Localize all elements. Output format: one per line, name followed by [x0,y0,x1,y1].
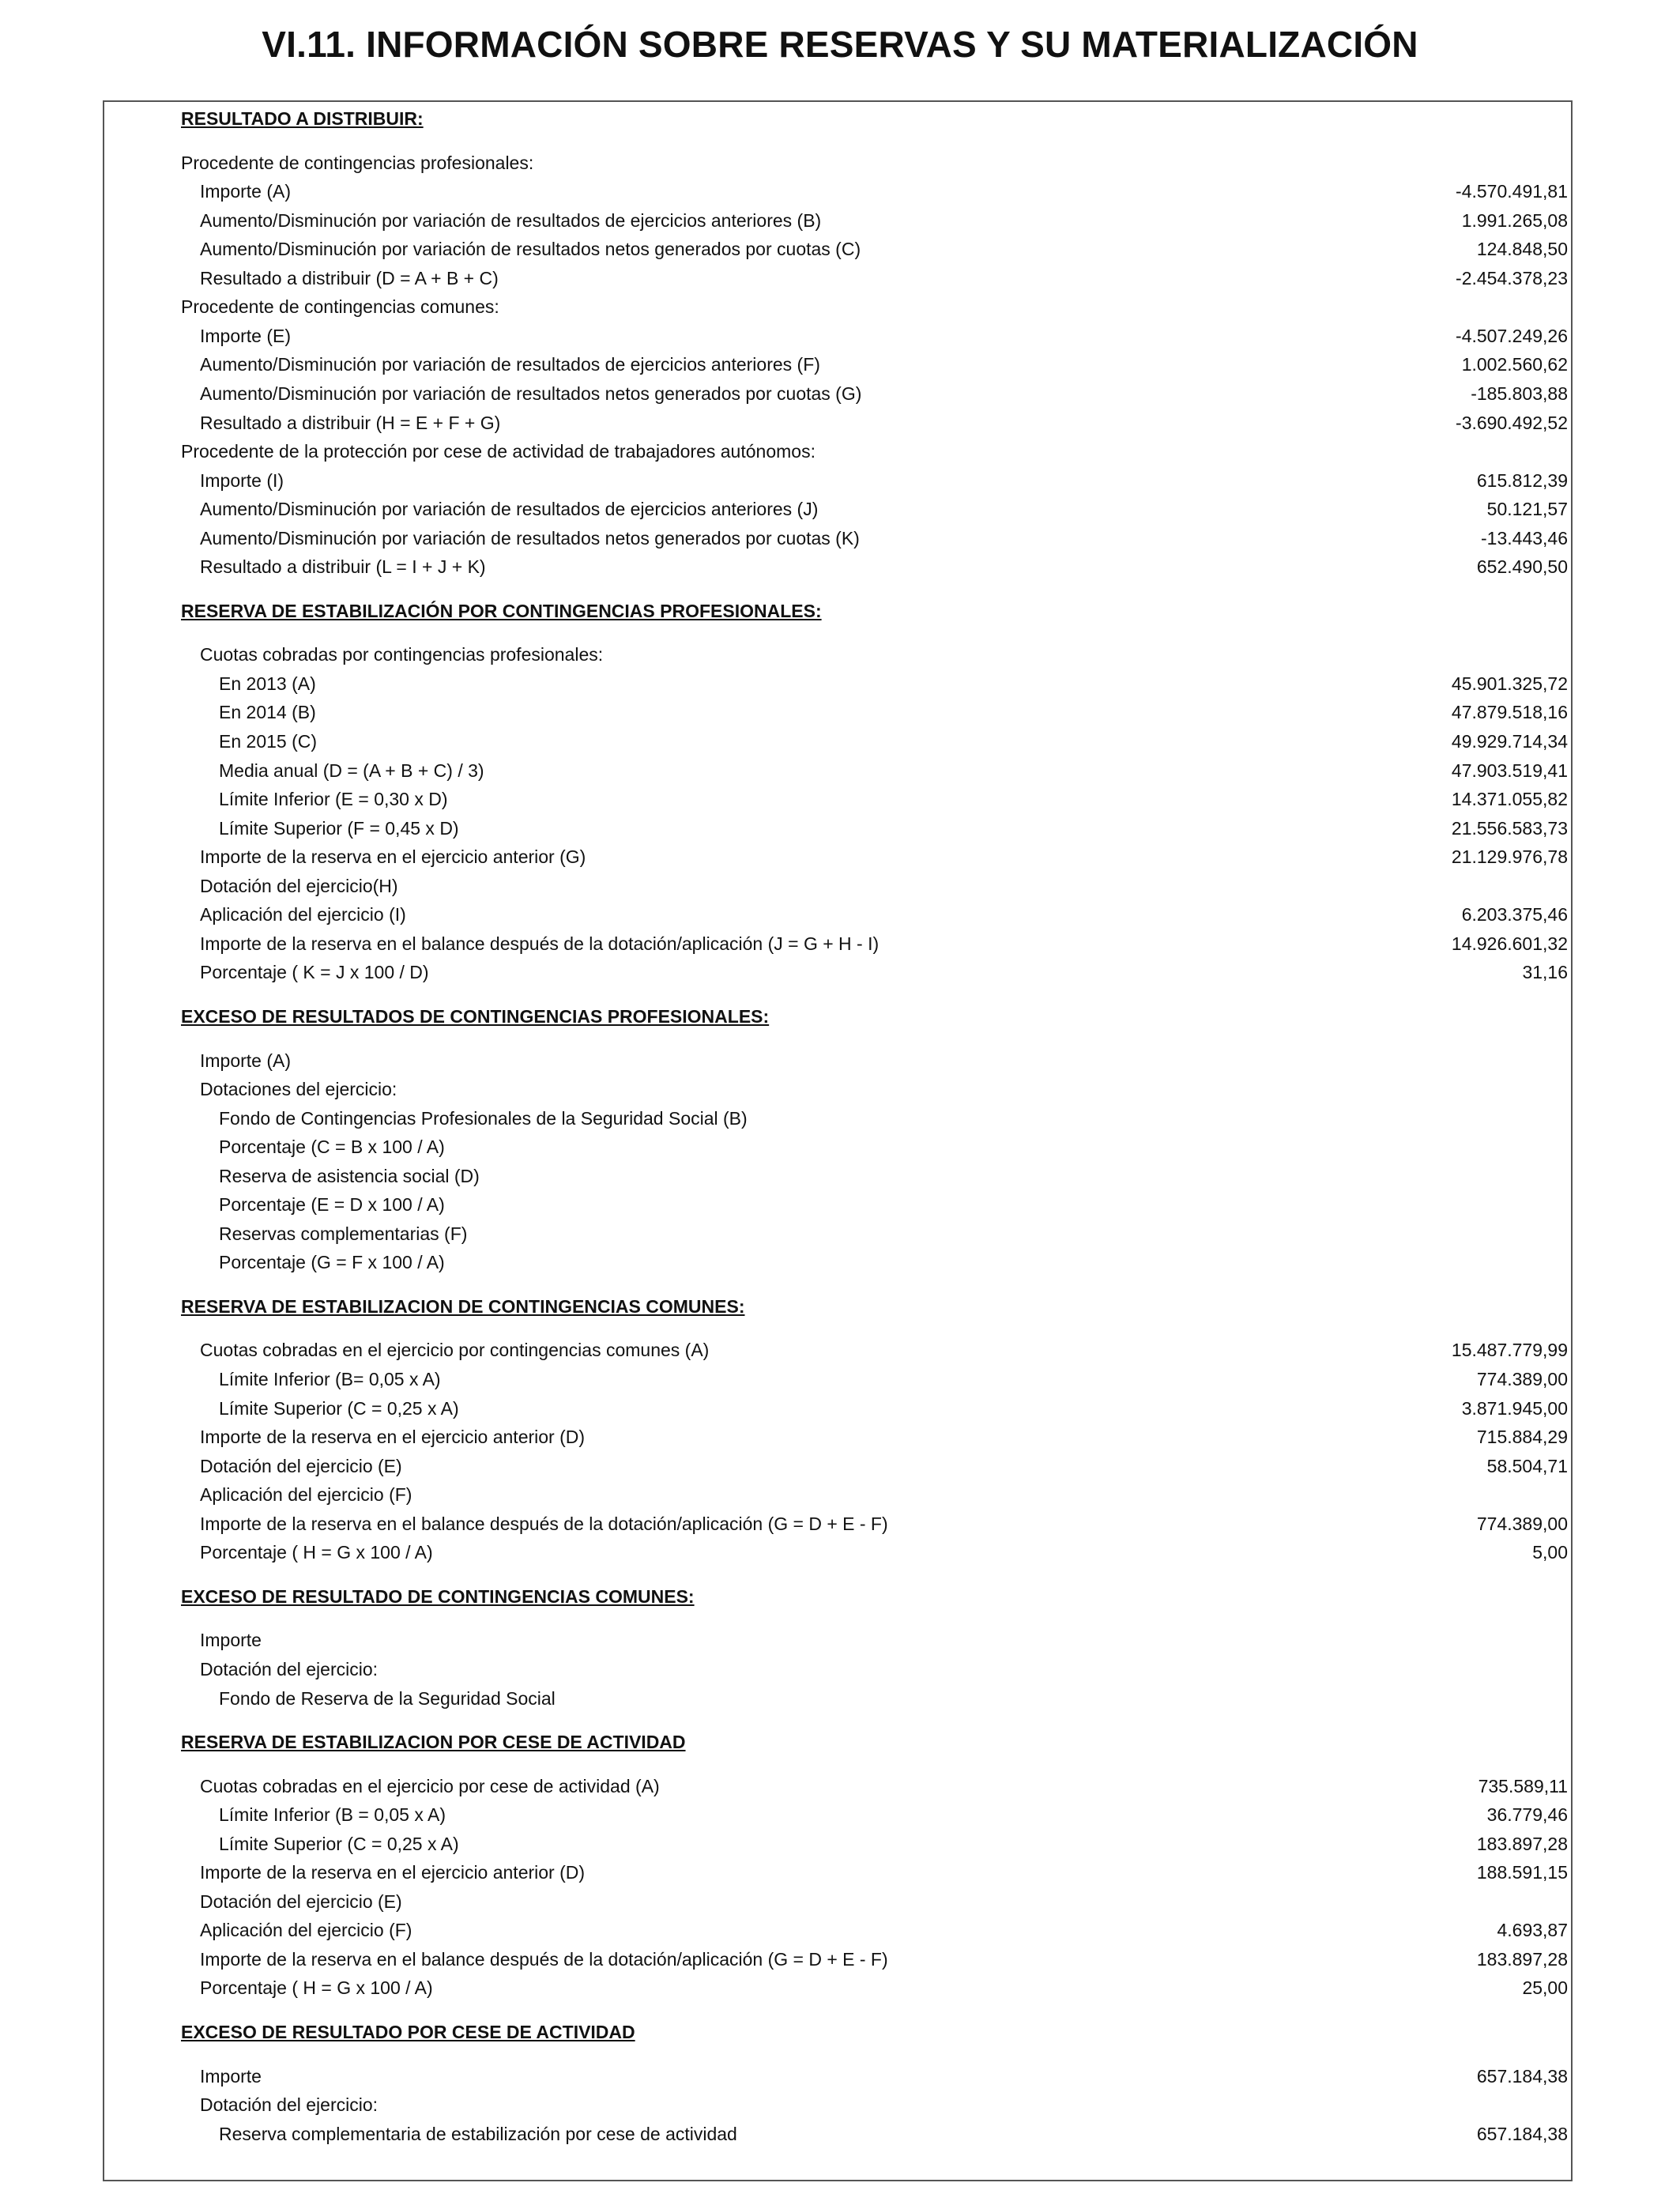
row-label: Resultado a distribuir (D = A + B + C) [200,267,499,288]
table-row [0,1916,1680,1944]
row-value: 188.591,15 [1476,1862,1568,1883]
section-title: RESERVA DE ESTABILIZACION POR CESE DE ACTIVIDAD [181,1732,686,1753]
row-value: 47.903.519,41 [1451,760,1568,781]
table-row [0,1162,1680,1190]
row-label: Importe [200,2065,262,2087]
table-row [0,1973,1680,2002]
row-label: Límite Inferior (E = 0,30 x D) [219,789,448,810]
section-header [0,1292,1680,1321]
row-value: -4.570.491,81 [1456,181,1568,202]
table-row [0,1133,1680,1161]
row-value: 47.879.518,16 [1451,702,1568,723]
row-value: 774.389,00 [1476,1369,1568,1389]
row-label: Porcentaje (C = B x 100 / A) [219,1137,445,1158]
table-row [0,1538,1680,1566]
table-row [0,1945,1680,1973]
row-label: Aumento/Disminución por variación de resultados de ejercicios anteriores (J) [200,499,819,520]
section-title: EXCESO DE RESULTADO POR CESE DE ACTIVIDAD [181,2022,635,2042]
section-title: EXCESO DE RESULTADO DE CONTINGENCIAS COMUNES: [181,1585,695,1607]
table-row [0,235,1680,263]
table-row [0,437,1680,466]
table-row [0,1858,1680,1887]
table-row [0,1452,1680,1480]
row-value: 36.779,46 [1486,1804,1568,1826]
section-header [0,597,1680,625]
row-value: 58.504,71 [1486,1455,1568,1476]
row-label: Aplicación del ejercicio (I) [200,904,406,925]
row-label: En 2013 (A) [219,673,316,694]
table-row [0,1046,1680,1075]
row-value: 657.184,38 [1476,2123,1568,2144]
table-row [0,292,1680,321]
row-value: 715.884,29 [1476,1427,1568,1448]
row-value: -3.690.492,52 [1456,412,1568,433]
row-label: Importe de la reserva en el ejercicio anterior (D) [200,1862,586,1883]
table-row [0,2120,1680,2148]
row-value: 5,00 [1532,1542,1568,1563]
row-label: Fondo de Reserva de la Seguridad Social [219,1687,556,1709]
row-value: 15.487.779,99 [1451,1340,1568,1361]
row-label: Procedente de contingencias profesionales: [181,152,534,173]
row-value: 3.871.945,00 [1461,1397,1568,1419]
row-label: Porcentaje ( H = G x 100 / A) [200,1977,433,1999]
table-row [0,1887,1680,1916]
table-row [0,1510,1680,1538]
row-label: Importe (I) [200,469,284,491]
table-row [0,1104,1680,1133]
row-label: Importe de la reserva en el ejercicio anterior (G) [200,846,586,868]
row-label: Límite Superior (C = 0,25 x A) [219,1397,459,1419]
row-value: 1.991.265,08 [1461,209,1568,231]
row-value: 21.129.976,78 [1451,846,1568,868]
row-value: 14.371.055,82 [1451,789,1568,810]
table-row [0,206,1680,235]
table-row [0,669,1680,698]
row-label: Límite Inferior (B = 0,05 x A) [219,1804,446,1826]
row-label: Resultado a distribuir (L = I + J + K) [200,556,486,578]
row-label: Porcentaje ( K = J x 100 / D) [200,962,429,983]
row-label: Aumento/Disminución por variación de resultados netos generados por cuotas (G) [200,383,862,404]
table-row [0,1830,1680,1858]
row-value: 25,00 [1522,1977,1568,1999]
row-value: 4.693,87 [1497,1920,1568,1941]
table-row [0,1365,1680,1393]
table-row [0,698,1680,726]
row-label: Porcentaje ( H = G x 100 / A) [200,1542,433,1563]
table-row [0,1800,1680,1829]
section-title: RESULTADO A DISTRIBUIR: [181,108,424,129]
row-value: 45.901.325,72 [1451,673,1568,694]
row-value: 652.490,50 [1476,556,1568,578]
row-label: Aumento/Disminución por variación de resultados netos generados por cuotas (K) [200,527,860,548]
row-value: -4.507.249,26 [1456,325,1568,346]
row-label: Procedente de la protección por cese de actividad de trabajadores autónomos: [181,441,816,462]
row-label: Dotación del ejercicio (E) [200,1455,402,1476]
row-label: Aumento/Disminución por variación de resultados de ejercicios anteriores (B) [200,209,822,231]
table-row [0,466,1680,495]
row-label: Importe (E) [200,325,292,346]
row-label: Importe de la reserva en el balance después de la dotación/aplicación (G = D + E - F) [200,1948,888,1970]
table-row [0,322,1680,350]
table-row [0,1480,1680,1509]
row-label: Aplicación del ejercicio (F) [200,1484,412,1506]
row-label: Importe (A) [200,181,292,202]
table-row [0,264,1680,292]
row-label: Límite Inferior (B= 0,05 x A) [219,1369,441,1389]
table-row [0,1772,1680,1800]
row-value: 31,16 [1522,962,1568,983]
row-label: Importe (A) [200,1050,292,1071]
row-label: Importe de la reserva en el balance después de la dotación/aplicación (G = D + E - F) [200,1513,888,1534]
section-header [0,1002,1680,1031]
row-value: 49.929.714,34 [1451,731,1568,752]
row-label: Dotación del ejercicio: [200,1658,379,1679]
row-value: 615.812,39 [1476,469,1568,491]
table-row [0,727,1680,756]
table-row [0,552,1680,581]
section-header [0,2018,1680,2046]
section-title: EXCESO DE RESULTADOS DE CONTINGENCIAS PROFESIONALES: [181,1005,770,1027]
row-label: Límite Superior (F = 0,45 x D) [219,817,459,839]
row-label: Dotación del ejercicio(H) [200,875,398,896]
row-label: Reserva complementaria de estabilización por cese de actividad [219,2123,737,2144]
table-row [0,379,1680,408]
section-header [0,104,1680,133]
row-label: Dotación del ejercicio (E) [200,1891,402,1912]
row-value: 1.002.560,62 [1461,354,1568,375]
row-value: 14.926.601,32 [1451,933,1568,954]
row-value: 657.184,38 [1476,2065,1568,2087]
table-row [0,2062,1680,2090]
row-label: Fondo de Contingencias Profesionales de la Seguridad Social (B) [219,1107,748,1129]
row-label: Resultado a distribuir (H = E + F + G) [200,412,501,433]
table-row [0,843,1680,871]
section-header [0,1728,1680,1756]
table-row [0,814,1680,843]
table-row [0,1423,1680,1451]
table-row [0,756,1680,785]
table-row [0,149,1680,177]
row-value: 183.897,28 [1476,1948,1568,1970]
table-row [0,1394,1680,1423]
row-label: En 2015 (C) [219,731,318,752]
document-title: VI.11. INFORMACIÓN SOBRE RESERVAS Y SU MATERIALIZACIÓN [262,24,1418,65]
table-row [0,785,1680,813]
row-value: 183.897,28 [1476,1833,1568,1854]
row-value: 735.589,11 [1478,1775,1568,1796]
table-row [0,929,1680,958]
row-value: -185.803,88 [1471,383,1568,404]
row-label: Reservas complementarias (F) [219,1223,468,1244]
row-label: Reserva de asistencia social (D) [219,1165,480,1186]
table-row [0,1684,1680,1713]
row-value: 21.556.583,73 [1451,817,1568,839]
section-header [0,1582,1680,1611]
table-row [0,495,1680,523]
row-label: Cuotas cobradas en el ejercicio por cese de actividad (A) [200,1775,660,1796]
table-row [0,900,1680,929]
row-label: Dotación del ejercicio: [200,2094,379,2116]
row-label: Importe de la reserva en el balance después de la dotación/aplicación (J = G + H - I) [200,933,880,954]
row-label: Cuotas cobradas por contingencias profesionales: [200,644,604,665]
row-label: Procedente de contingencias comunes: [181,296,499,318]
row-label: Aplicación del ejercicio (F) [200,1920,412,1941]
table-row [0,2090,1680,2119]
row-label: Aumento/Disminución por variación de resultados de ejercicios anteriores (F) [200,354,820,375]
table-row [0,958,1680,986]
table-row [0,1336,1680,1364]
row-label: Media anual (D = (A + B + C) / 3) [219,760,484,781]
table-row [0,1075,1680,1103]
row-value: 124.848,50 [1476,239,1568,260]
row-value: -13.443,46 [1481,527,1568,548]
row-label: Porcentaje (G = F x 100 / A) [219,1252,445,1273]
section-title: RESERVA DE ESTABILIZACIÓN POR CONTINGENCIAS PROFESIONALES: [181,600,822,621]
table-row [0,524,1680,552]
section-title: RESERVA DE ESTABILIZACION DE CONTINGENCIAS COMUNES: [181,1295,745,1317]
row-value: -2.454.378,23 [1456,267,1568,288]
table-row [0,1626,1680,1654]
table-row [0,1220,1680,1248]
table-row [0,872,1680,900]
row-label: Aumento/Disminución por variación de resultados netos generados por cuotas (C) [200,239,861,260]
table-row [0,1190,1680,1219]
table-row [0,1655,1680,1683]
row-label: Importe de la reserva en el ejercicio anterior (D) [200,1427,586,1448]
row-label: En 2014 (B) [219,702,316,723]
row-label: Importe [200,1630,262,1651]
row-value: 50.121,57 [1486,499,1568,520]
table-row [0,640,1680,669]
row-value: 774.389,00 [1476,1513,1568,1534]
row-label: Límite Superior (C = 0,25 x A) [219,1833,459,1854]
row-label: Porcentaje (E = D x 100 / A) [219,1194,445,1216]
table-row [0,177,1680,205]
table-row [0,409,1680,437]
row-label: Cuotas cobradas en el ejercicio por contingencias comunes (A) [200,1340,710,1361]
table-row [0,350,1680,379]
table-row [0,1248,1680,1276]
row-label: Dotaciones del ejercicio: [200,1079,397,1100]
row-value: 6.203.375,46 [1461,904,1568,925]
